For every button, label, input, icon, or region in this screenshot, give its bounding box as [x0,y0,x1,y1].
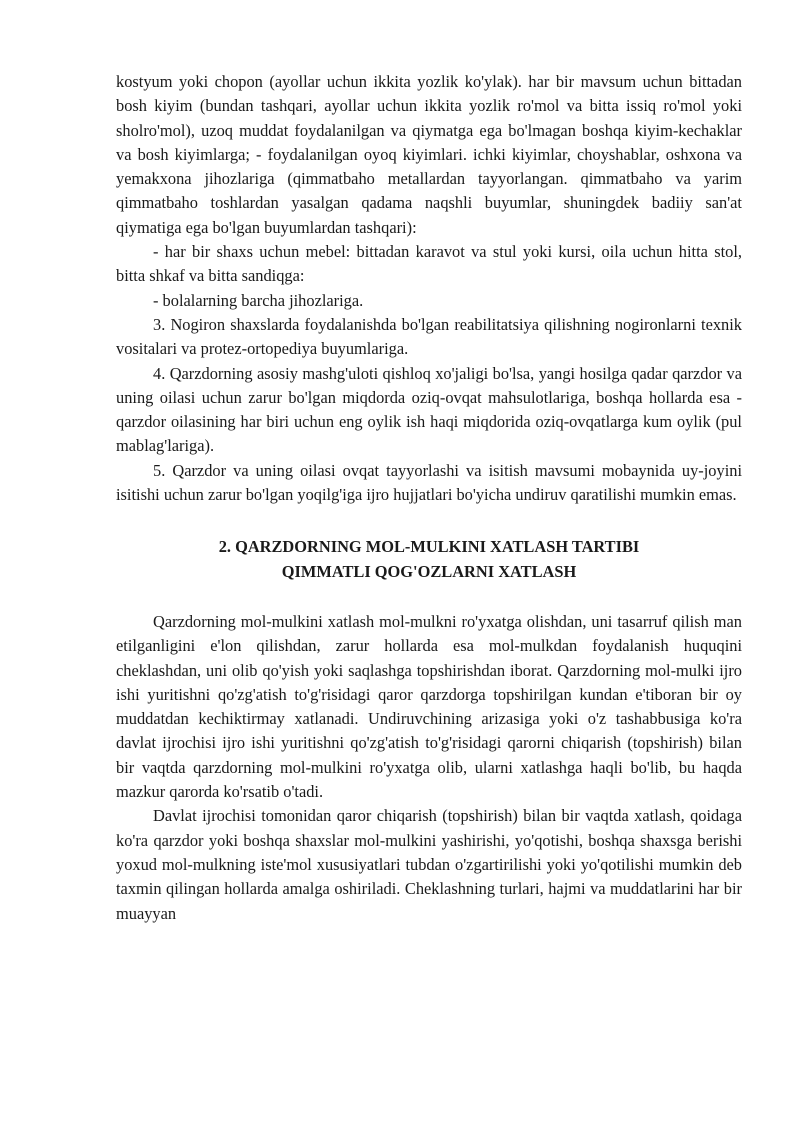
paragraph-item-3: 3. Nogiron shaxslarda foydalanishda bo'lgan reabilitatsiya qilishning nogironlarni texnik vositalari va protez-ortopediya buyumlariga. [116,314,742,359]
paragraph-children-items: - bolalarning barcha jihozlariga. [153,290,364,310]
section-heading [116,535,742,584]
paragraph-furniture-exemption: - har bir shaxs uchun mebel: bittadan karavot va stul yoki kursi, oila uchun hitta stol, bitta shkaf va bitta sandiqga: [116,242,742,286]
document-page [116,70,742,926]
paragraph-clothing-exemptions: kostyum yoki chopon (ayollar uchun ikkita yozlik ko'ylak). har bir mavsum uchun bittadan bosh kiyim (bundan tashqari, ayollar uchun ikkita yozlik ro'mol va bitta issiq ro'mol yoki sholro'mol), uzoq muddat foydalanilgan va qiymatga ega bo'lmagan boshqa kiyim-kechaklar va bosh kiyimlarga; - foydalanilgan oyoq kiyimlari. ichki kiyimlar, choyshablar, oshxona va yemakxona jihozlariga (qimmatbaho metallardan tayyorlangan. qimmatbaho va yarim qimmatbaho toshlardan yasalgan qadama naqshli buyumlar, shuningdek badiiy san'at qiymatiga ega bo'lgan buyumlardan tashqari): [116,72,742,237]
paragraph-item-4: 4. Qarzdorning asosiy mashg'uloti qishloq xo'jaligi bo'lsa, yangi hosilga qadar qarzdor va uning oilasi uchun zarur bo'lgan miqdorda oziq-ovqat mahsulotlariga, boshqa hollarda esa - qarzdor oilasining har biri uchun eng oylik ish haqi miqdorida oziq-ovqatlarga kum oylik (pul mablag'lariga). [116,363,742,456]
section-heading-line-1: 2. QARZDORNING MOL-MULKINI XATLASH TARTIBI [218,537,640,557]
section-heading-line-2: QIMMATLI QOG'OZLARNI XATLASH [281,561,577,581]
paragraph-item-5: 5. Qarzdor va uning oilasi ovqat tayyorlashi va isitish mavsumi mobaynida uy-joyini isitishi uchun zarur bo'lgan yoqilg'iga ijro hujjatlari bo'yicha undiruv qaratilishi mumkin emas. [116,460,742,505]
paragraph-seizure-timing: Davlat ijrochisi tomonidan qaror chiqarish (topshirish) bilan bir vaqtda xatlash, qoidaga ko'ra qarzdor yoki boshqa shaxslar mol-mulkini yashirishi, yo'qotishi, boshqa shaxsga berishi yoxud mol-mulkning iste'mol xususiyatlari tubdan o'zgartirilishi yoki yo'qotilishi mumkin deb taxmin qilingan hollarda amalga oshiriladi. Cheklashning turlari, hajmi va muddatlarini har bir muayyan [116,806,742,923]
paragraph-seizure-procedure: Qarzdorning mol-mulkini xatlash mol-mulkni ro'yxatga olishdan, uni tasarruf qilish man etilganligini e'lon qilishdan, zarur hollarda esa mol-mulkdan foydalanish huquqini cheklashdan, uni olib qo'yish yoki saqlashga topshirishdan iborat. Qarzdorning mol-mulki ijro ishi yuritishni qo'zg'atish to'g'risidagi qaror qarzdorga topshirilgan kundan e'tiboran bir oy muddatdan kechiktirmay xatlanadi. Undiruvchining arizasiga yoki o'z tashabbusiga ko'ra davlat ijrochisi ijro ishi yuritishni qo'zg'atish to'g'risidagi qarorni chiqarish (topshirish) bilan bir vaqtda qarzdorning mol-mulkini ro'yxatga olib, ularni xatlashga haqli bo'lib, bu haqda mazkur qarorda ko'rsatib o'tadi. [116,611,742,802]
